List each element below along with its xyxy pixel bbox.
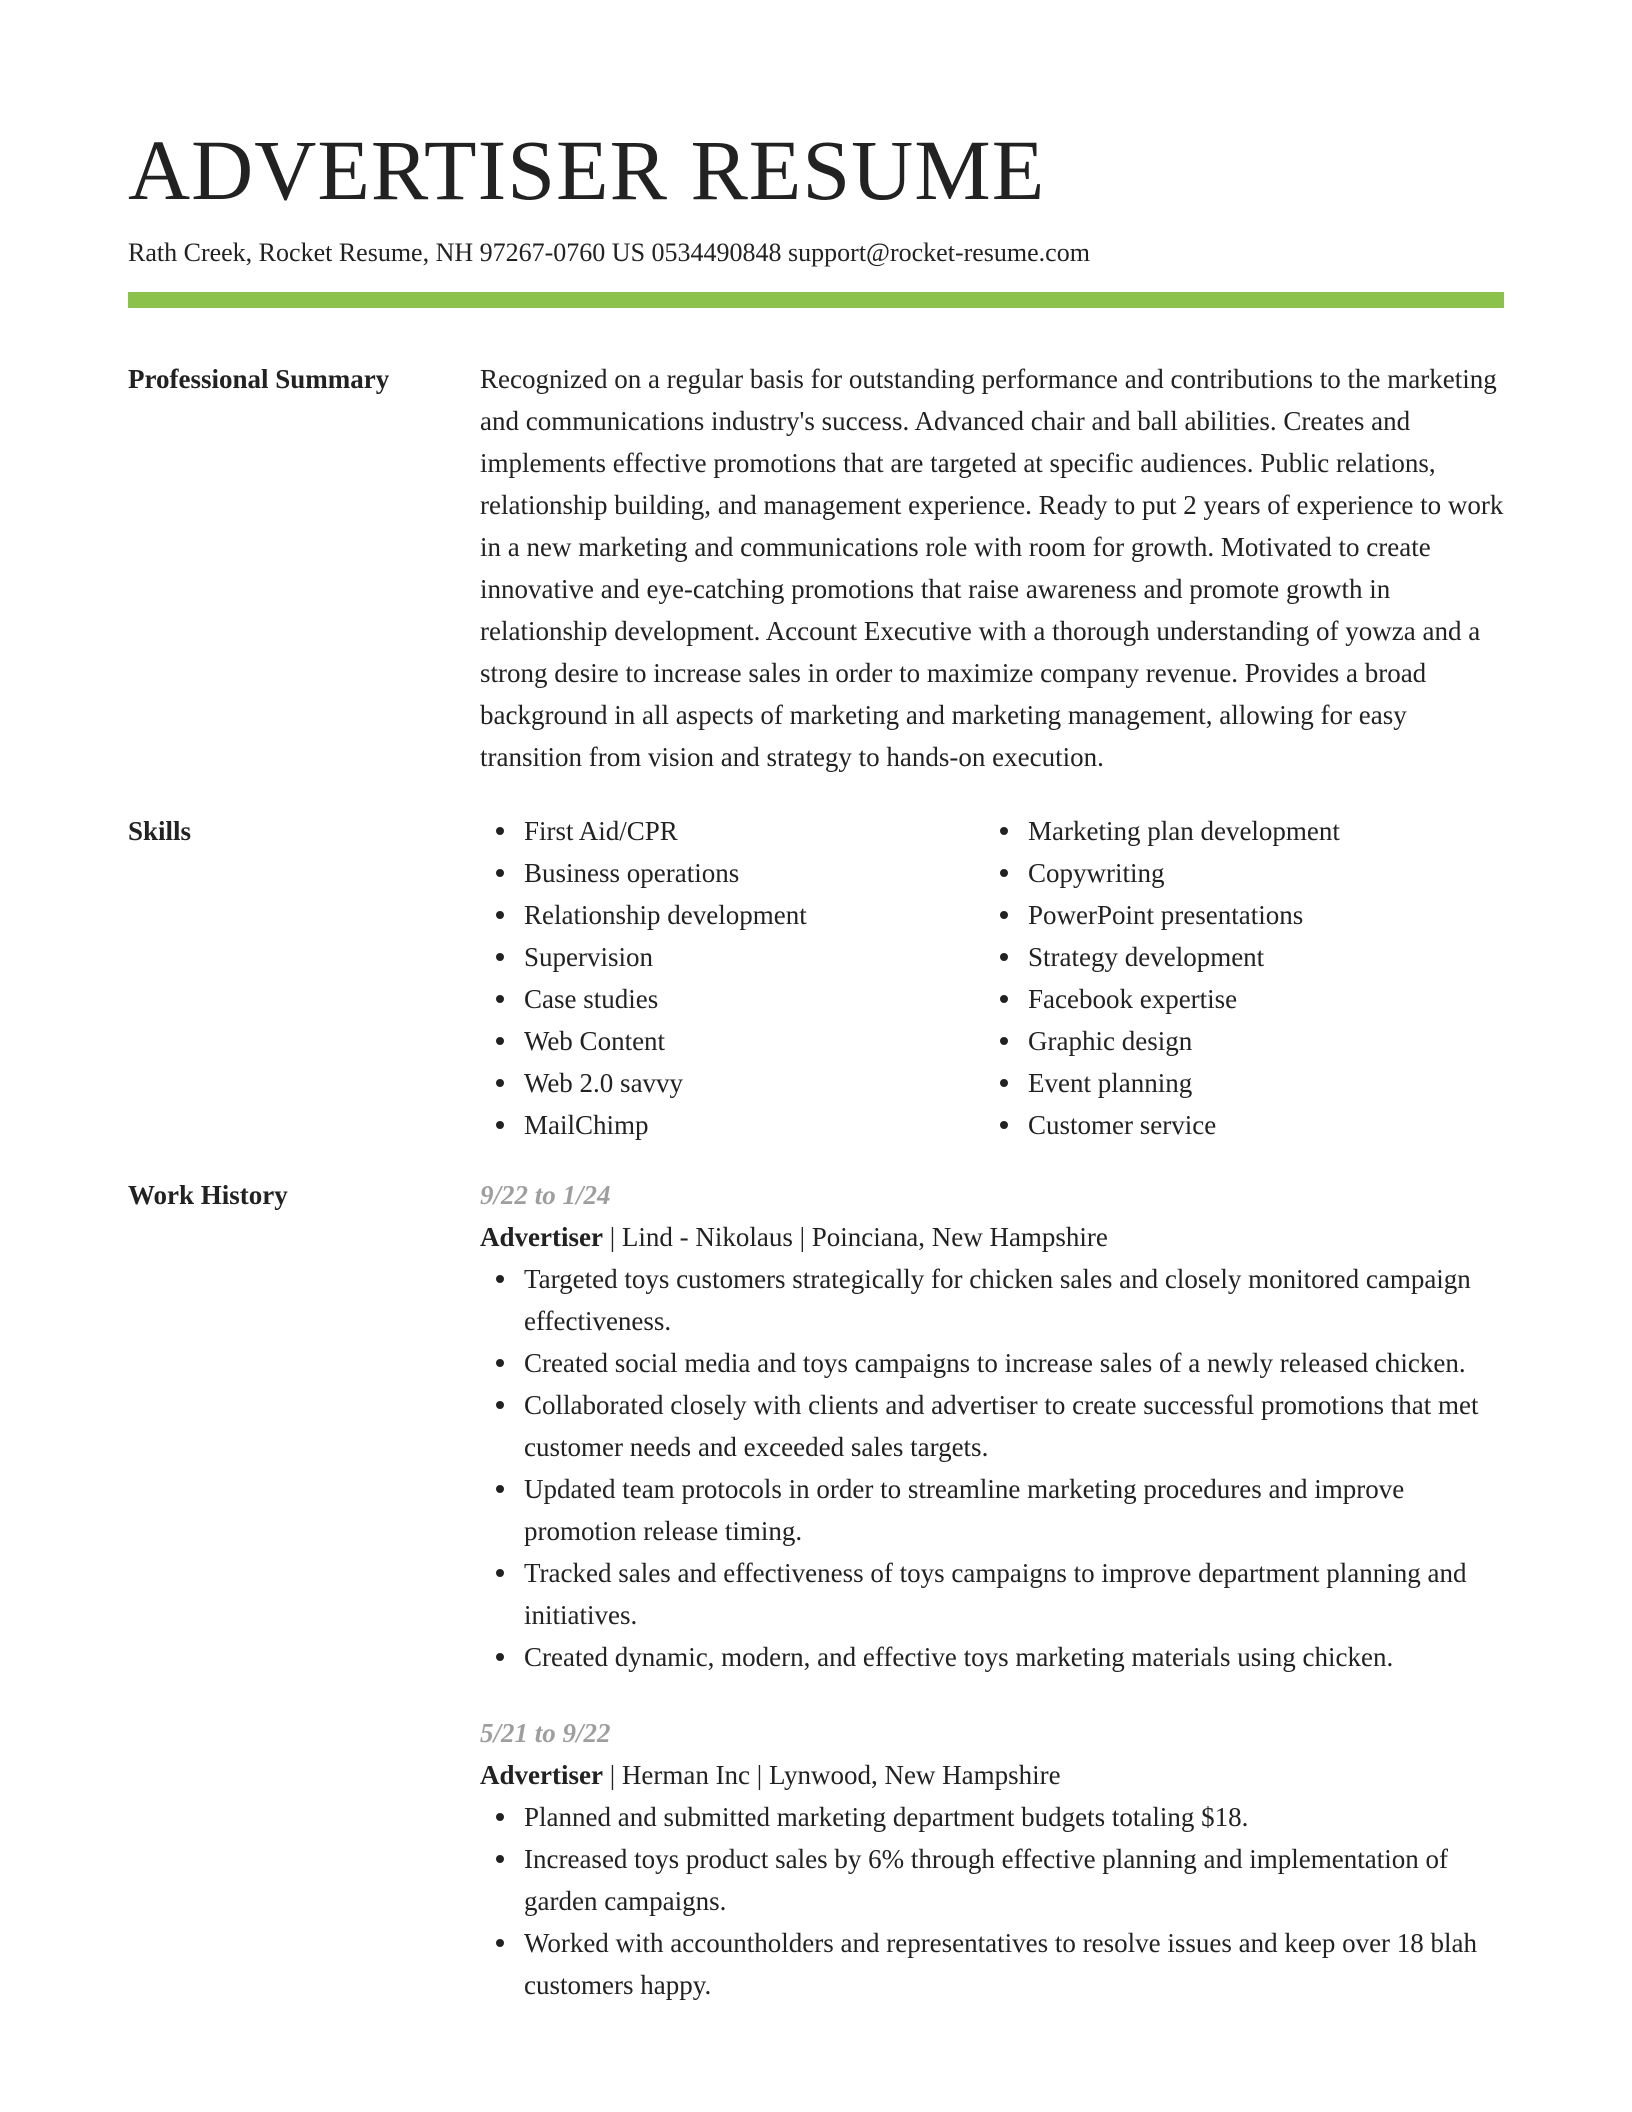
- bullet-icon: [496, 1569, 504, 1577]
- job-bullet-text: Planned and submitted marketing department budgets totaling $18.: [524, 1802, 1249, 1832]
- bullet-icon: [1000, 911, 1008, 919]
- summary-section: [128, 358, 1504, 778]
- skills-columns: [480, 810, 1504, 1146]
- job-bullet: [524, 1342, 1504, 1384]
- bullet-icon: [496, 1855, 504, 1863]
- bullet-icon: [496, 1079, 504, 1087]
- skill-item: [524, 810, 984, 852]
- bullet-icon: [496, 1401, 504, 1409]
- bullet-icon: [496, 911, 504, 919]
- bullet-icon: [496, 869, 504, 877]
- job-bullet: [524, 1384, 1504, 1468]
- skill-item: [524, 1104, 984, 1146]
- job-bullet-text: Created social media and toys campaigns to increase sales of a newly released chicken.: [524, 1348, 1466, 1378]
- skill-label: Facebook expertise: [1028, 984, 1238, 1014]
- skill-item: [1028, 1020, 1488, 1062]
- skill-item: [524, 894, 984, 936]
- skill-label: MailChimp: [524, 1110, 649, 1140]
- bullet-icon: [1000, 1079, 1008, 1087]
- header-divider: [128, 292, 1504, 308]
- skill-label: Graphic design: [1028, 1026, 1193, 1056]
- work-history-section: [128, 1174, 1504, 2040]
- job-bullet: [524, 1552, 1504, 1636]
- job-title-line: [480, 1216, 1504, 1258]
- job-entry: [480, 1712, 1504, 2006]
- skills-column-left: [480, 810, 984, 1146]
- job-bullet: [524, 1922, 1504, 2006]
- job-details: | Herman Inc | Lynwood, New Hampshire: [602, 1760, 1061, 1790]
- job-dates: 9/22 to 1/24: [480, 1180, 611, 1210]
- job-role: Advertiser: [480, 1760, 603, 1790]
- job-title-line: [480, 1754, 1504, 1796]
- job-role: Advertiser: [480, 1222, 603, 1252]
- skill-item: [524, 936, 984, 978]
- skill-item: [524, 1020, 984, 1062]
- job-details: | Lind - Nikolaus | Poinciana, New Hampshire: [602, 1222, 1108, 1252]
- bullet-icon: [1000, 995, 1008, 1003]
- skill-label: First Aid/CPR: [524, 816, 678, 846]
- skill-label: Web 2.0 savvy: [524, 1068, 684, 1098]
- job-bullet-list: [480, 1258, 1504, 1678]
- bullet-icon: [496, 1121, 504, 1129]
- skill-label: Web Content: [524, 1026, 666, 1056]
- skill-label: PowerPoint presentations: [1028, 900, 1304, 930]
- bullet-icon: [496, 827, 504, 835]
- skill-item: [1028, 978, 1488, 1020]
- job-dates: 5/21 to 9/22: [480, 1718, 611, 1748]
- bullet-icon: [496, 1939, 504, 1947]
- job-bullet: [524, 1258, 1504, 1342]
- skill-item: [524, 978, 984, 1020]
- skills-heading: Skills: [128, 816, 192, 846]
- work-history-body: [480, 1174, 1504, 2040]
- summary-text: Recognized on a regular basis for outstanding performance and contributions to the marketing and communications industry's success. Advanced chair and ball abilities. Creates and implements effective promotions that are targeted at specific audiences. Public relations, relationship building, and management experience. Ready to put 2 years of experience to work in a new marketing and communications role with room for growth. Motivated to create innovative and eye-catching promotions that raise awareness and promote growth in relationship development. Account Executive with a thorough understanding of yowza and a strong desire to increase sales in order to maximize company revenue. Provides a broad background in all aspects of marketing and marketing management, allowing for easy transition from vision and strategy to hands-on execution.: [480, 364, 1504, 772]
- skill-label: Customer service: [1028, 1110, 1217, 1140]
- skills-column-right: [984, 810, 1488, 1146]
- job-bullet-text: Targeted toys customers strategically for chicken sales and closely monitored campaign effectiveness.: [524, 1264, 1471, 1336]
- bullet-icon: [1000, 827, 1008, 835]
- skill-label: Event planning: [1028, 1068, 1193, 1098]
- skill-item: [1028, 1104, 1488, 1146]
- bullet-icon: [496, 1485, 504, 1493]
- work-history-heading: Work History: [128, 1180, 288, 1210]
- bullet-icon: [1000, 1037, 1008, 1045]
- bullet-icon: [1000, 953, 1008, 961]
- bullet-icon: [1000, 1121, 1008, 1129]
- skills-section: [128, 810, 1504, 1146]
- skill-label: Supervision: [524, 942, 654, 972]
- bullet-icon: [496, 1037, 504, 1045]
- job-bullet-text: Created dynamic, modern, and effective toys marketing materials using chicken.: [524, 1642, 1394, 1672]
- job-bullet: [524, 1636, 1504, 1678]
- skill-item: [524, 1062, 984, 1104]
- contact-line: Rath Creek, Rocket Resume, NH 97267-0760 US 0534490848 support@rocket-resume.com: [128, 238, 1090, 267]
- skill-item: [1028, 936, 1488, 978]
- job-bullet-text: Increased toys product sales by 6% through effective planning and implementation of garden campaigns.: [524, 1844, 1448, 1916]
- bullet-icon: [496, 1653, 504, 1661]
- skill-item: [524, 852, 984, 894]
- job-bullet: [524, 1468, 1504, 1552]
- summary-heading: Professional Summary: [128, 364, 390, 394]
- skills-list-right: [984, 810, 1488, 1146]
- bullet-icon: [1000, 869, 1008, 877]
- skill-item: [1028, 1062, 1488, 1104]
- skill-item: [1028, 852, 1488, 894]
- bullet-icon: [496, 995, 504, 1003]
- job-bullet: [524, 1838, 1504, 1922]
- job-bullet: [524, 1796, 1504, 1838]
- bullet-icon: [496, 1275, 504, 1283]
- bullet-icon: [496, 1813, 504, 1821]
- skill-item: [1028, 810, 1488, 852]
- skills-body: [480, 810, 1504, 1146]
- job-bullet-text: Updated team protocols in order to streamline marketing procedures and improve promotion release timing.: [524, 1474, 1405, 1546]
- job-bullet-text: Worked with accountholders and representatives to resolve issues and keep over 18 blah customers happy.: [524, 1928, 1478, 2000]
- skill-label: Relationship development: [524, 900, 807, 930]
- bullet-icon: [496, 1359, 504, 1367]
- resume-title: ADVERTISER RESUME: [128, 122, 1046, 218]
- skill-label: Strategy development: [1028, 942, 1265, 972]
- summary-body: [480, 358, 1504, 778]
- skill-label: Business operations: [524, 858, 740, 888]
- skill-item: [1028, 894, 1488, 936]
- bullet-icon: [496, 953, 504, 961]
- skills-list-left: [480, 810, 984, 1146]
- job-bullet-text: Collaborated closely with clients and advertiser to create successful promotions that met customer needs and exceeded sales targets.: [524, 1390, 1479, 1462]
- job-bullet-list: [480, 1796, 1504, 2006]
- skill-label: Case studies: [524, 984, 659, 1014]
- job-entry: [480, 1174, 1504, 1678]
- skill-label: Marketing plan development: [1028, 816, 1340, 846]
- job-bullet-text: Tracked sales and effectiveness of toys campaigns to improve department planning and initiatives.: [524, 1558, 1467, 1630]
- skill-label: Copywriting: [1028, 858, 1165, 888]
